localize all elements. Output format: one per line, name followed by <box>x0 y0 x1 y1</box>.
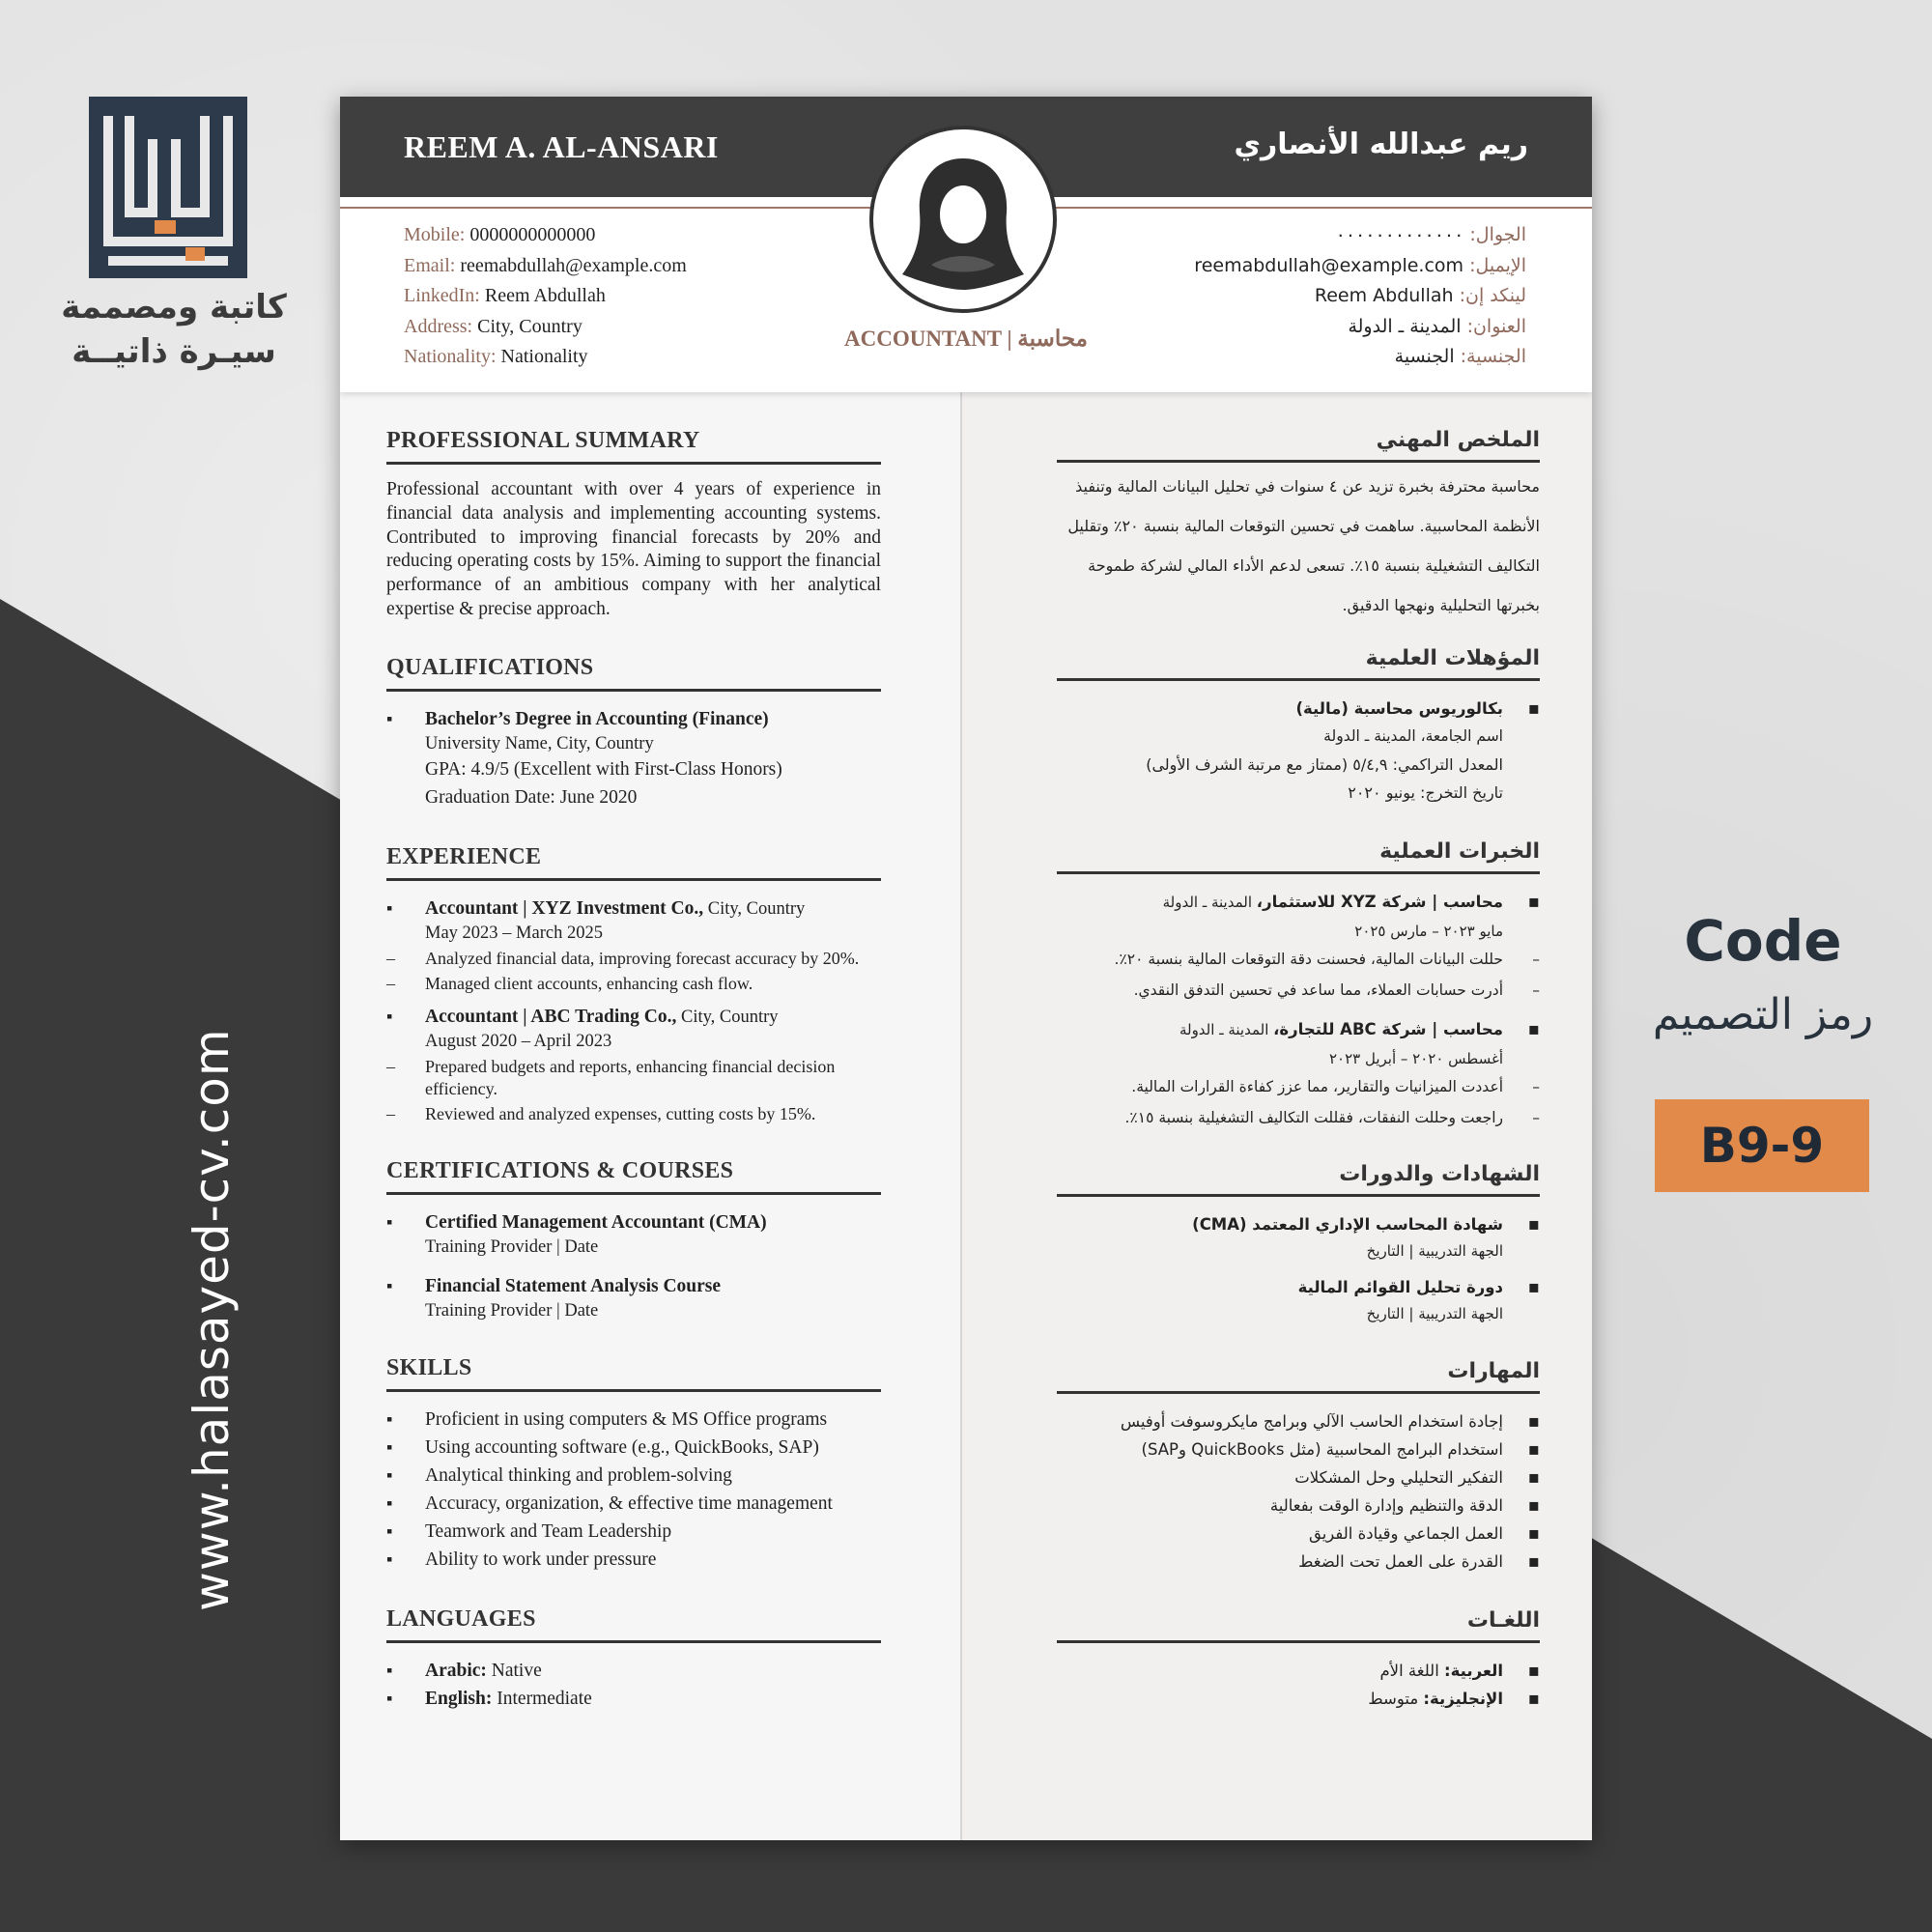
job-task: – Prepared budgets and reports, enhancing financial decision efficiency. <box>386 1056 881 1100</box>
job-entry <box>386 895 881 945</box>
resume-page <box>340 97 1592 1840</box>
experience-list-ar-2 <box>1057 1015 1540 1073</box>
contact-email: Email: reemabdullah@example.com <box>404 254 687 276</box>
section-title-certifications: CERTIFICATIONS & COURSES <box>386 1158 881 1195</box>
list-item: ▪ English: Intermediate <box>386 1685 881 1713</box>
job-location: City, Country <box>703 898 806 919</box>
job-task: – أعددت الميزانيات والتقارير، مما عزز كفاءة القرارات المالية. <box>1057 1076 1540 1098</box>
languages-list-ar <box>1057 1657 1540 1713</box>
summary-text-ar: محاسبة محترفة بخبرة تزيد عن ٤ سنوات في تحليل البيانات المالية وتنفيذ الأنظمة المحاسبية. ساهمت في تحسين التوقعات المالية بنسبة ٢٠٪ وتقليل التكاليف التشغيلية بنسبة ١٥٪. تسعى لدعم الأداء المالي لشركة طموحة بخبرتها التحليلية ونهجها الدقيق. <box>1067 477 1540 614</box>
english-column <box>386 428 881 1713</box>
header-accent-line-right <box>1051 207 1592 209</box>
section-title-qualifications-ar: المؤهلات العلمية <box>1057 646 1540 681</box>
contact-mobile: Mobile: 0000000000000 <box>404 224 596 245</box>
cert-name: ▪ Certified Management Accountant (CMA) <box>425 1211 767 1233</box>
contact-ar <box>1194 220 1526 373</box>
arabic-column <box>1057 428 1540 1713</box>
skills-list <box>386 1406 881 1574</box>
list-item <box>386 1208 881 1259</box>
list-item <box>386 705 881 811</box>
job-task: – Analyzed financial data, improving forecast accuracy by 20%. <box>386 948 881 970</box>
cert-meta: Training Provider | Date <box>425 1236 599 1257</box>
degree-ar: ▪ بكالوريوس محاسبة (مالية) <box>1295 699 1503 718</box>
experience-list-2 <box>386 1003 881 1053</box>
section-title-experience: EXPERIENCE <box>386 844 881 881</box>
graduation-date: Graduation Date: June 2020 <box>425 786 638 808</box>
job-title-company: Accountant | XYZ Investment Co., <box>425 897 704 919</box>
job-dates: May 2023 – March 2025 <box>425 923 603 943</box>
list-item: ▪ شهادة المحاسب الإداري المعتمد (CMA) الجهة التدريبية | التاريخ <box>1057 1210 1540 1264</box>
contact-ar-email: الإيميل: reemabdullah@example.com <box>1194 254 1526 276</box>
skills-list-ar <box>1057 1407 1540 1576</box>
kufic-square-logo-icon <box>89 97 247 278</box>
brand-tagline-line1: كاتبة ومصممة <box>61 288 287 327</box>
certifications-list-ar <box>1057 1210 1540 1326</box>
code-label-ar: رمز التصميم <box>1652 990 1874 1039</box>
contact-nationality: Nationality: Nationality <box>404 346 588 367</box>
list-item: ▪ Using accounting software (e.g., QuickBooks, SAP) <box>386 1434 881 1462</box>
brand-tagline <box>58 285 290 374</box>
list-item: ▪ الدقة والتنظيم وإدارة الوقت بفعالية <box>1057 1492 1540 1520</box>
section-title-summary: PROFESSIONAL SUMMARY <box>386 428 881 465</box>
section-title-languages: LANGUAGES <box>386 1606 881 1643</box>
brand-tagline-line2: سيـرة ذاتيــة <box>71 332 276 371</box>
job-dates: August 2020 – April 2023 <box>425 1031 612 1051</box>
cert-meta: Training Provider | Date <box>425 1300 599 1321</box>
gpa-ar: المعدل التراكمي: ٥/٤,٩ (ممتاز مع مرتبة الشرف الأولى) <box>1146 755 1503 774</box>
job-task: – راجعت وحللت النفقات، فقللت التكاليف التشغيلية بنسبة ١٥٪. <box>1057 1107 1540 1129</box>
job-title: ACCOUNTANT | محاسبة <box>843 327 1088 351</box>
list-item: ▪ العربية: اللغة الأم <box>1057 1657 1540 1685</box>
list-item: ▪ Teamwork and Team Leadership <box>386 1518 881 1546</box>
website-url[interactable]: www.halasayed-cv.com <box>184 1028 240 1611</box>
section-title-experience-ar: الخبرات العملية <box>1057 839 1540 874</box>
cert-name: ▪ Financial Statement Analysis Course <box>425 1275 722 1296</box>
certifications-list <box>386 1208 881 1322</box>
list-item: ▪ استخدام البرامج المحاسبية (مثل QuickBooks وSAP) <box>1057 1435 1540 1463</box>
job-entry: ▪ محاسب | شركة ABC للتجارة، المدينة ـ الدولة أغسطس ٢٠٢٠ – أبريل ٢٠٢٣ <box>1057 1015 1540 1073</box>
name-ar: ريم عبدالله الأنصاري <box>1234 128 1528 161</box>
list-item: ▪ العمل الجماعي وقيادة الفريق <box>1057 1520 1540 1548</box>
job-title-company: Accountant | ABC Trading Co., <box>425 1006 677 1027</box>
list-item: ▪ Ability to work under pressure <box>386 1546 881 1574</box>
contact-ar-nationality: الجنسية: الجنسية <box>1394 346 1526 367</box>
list-item: ▪ إجادة استخدام الحاسب الآلي وبرامج مايكروسوفت أوفيس <box>1057 1407 1540 1435</box>
section-title-skills: SKILLS <box>386 1355 881 1392</box>
header-accent-line-left <box>340 207 881 209</box>
job-task: – أدرت حسابات العملاء، مما ساعد في تحسين التدفق النقدي. <box>1057 980 1540 1002</box>
contact-ar-address: العنوان: المدينة ـ الدولة <box>1348 315 1526 337</box>
job-entry <box>386 1003 881 1053</box>
experience-list <box>386 895 881 945</box>
contact-en <box>404 220 687 373</box>
list-item: ▪ القدرة على العمل تحت الضغط <box>1057 1548 1540 1576</box>
code-label-en: Code <box>1684 908 1842 974</box>
qualifications-list-ar <box>1057 695 1540 807</box>
contact-address: Address: City, Country <box>404 315 582 337</box>
job-task: – Reviewed and analyzed expenses, cutting costs by 15%. <box>386 1103 881 1125</box>
column-divider <box>960 392 962 1840</box>
gpa: GPA: 4.9/5 (Excellent with First-Class Honors) <box>425 758 782 780</box>
list-item: ▪ Accuracy, organization, & effective time management <box>386 1490 881 1518</box>
contact-linkedin: LinkedIn: Reem Abdullah <box>404 285 606 306</box>
job-task: – حللت البيانات المالية، فحسنت دقة التوقعات المالية بنسبة ٢٠٪. <box>1057 949 1540 971</box>
section-title-summary-ar: الملخص المهني <box>1057 428 1540 463</box>
job-location: City, Country <box>676 1007 779 1027</box>
name-en: REEM A. AL-ANSARI <box>404 129 719 164</box>
job-entry: ▪ محاسب | شركة XYZ للاستثمار، المدينة ـ الدولة مايو ٢٠٢٣ – مارس ٢٠٢٥ <box>1057 888 1540 946</box>
contact-ar-linkedin: لينكد إن: Reem Abdullah <box>1314 285 1526 306</box>
list-item: ▪ Analytical thinking and problem-solving <box>386 1462 881 1490</box>
summary-text: Professional accountant with over 4 years of experience in financial data analysis and implementing accounting systems. Contributed to improving financial forecasts by 20% and reducing operating costs by 15%. Aiming to support the financial performance of an ambitious company with her analytical expertise & precise approach. <box>386 479 881 619</box>
languages-list <box>386 1657 881 1713</box>
job-task: – Managed client accounts, enhancing cash flow. <box>386 973 881 995</box>
graduation-ar: تاريخ التخرج: يونيو ٢٠٢٠ <box>1348 783 1503 802</box>
list-item: ▪ الإنجليزية: متوسط <box>1057 1685 1540 1713</box>
university-ar: اسم الجامعة، المدينة ـ الدولة <box>1323 727 1503 745</box>
hijab-woman-icon <box>869 126 1057 313</box>
section-title-qualifications: QUALIFICATIONS <box>386 655 881 692</box>
design-code-badge: B9-9 <box>1655 1099 1869 1192</box>
section-title-languages-ar: اللغـات <box>1057 1608 1540 1643</box>
list-item <box>386 1272 881 1322</box>
qualifications-list <box>386 705 881 811</box>
university: University Name, City, Country <box>425 733 654 753</box>
list-item: ▪ Arabic: Native <box>386 1657 881 1685</box>
list-item: ▪ Proficient in using computers & MS Office programs <box>386 1406 881 1434</box>
contact-ar-mobile: الجوال: ٠٠٠٠٠٠٠٠٠٠٠٠٠ <box>1335 224 1526 245</box>
degree: ▪ Bachelor’s Degree in Accounting (Finance) <box>425 708 769 729</box>
list-item: ▪ التفكير التحليلي وحل المشكلات <box>1057 1463 1540 1492</box>
section-title-skills-ar: المهارات <box>1057 1359 1540 1394</box>
experience-list-ar <box>1057 888 1540 946</box>
section-title-certifications-ar: الشهادات والدورات <box>1057 1162 1540 1197</box>
list-item: ▪ دورة تحليل القوائم المالية الجهة التدريبية | التاريخ <box>1057 1273 1540 1326</box>
list-item <box>1057 695 1540 807</box>
